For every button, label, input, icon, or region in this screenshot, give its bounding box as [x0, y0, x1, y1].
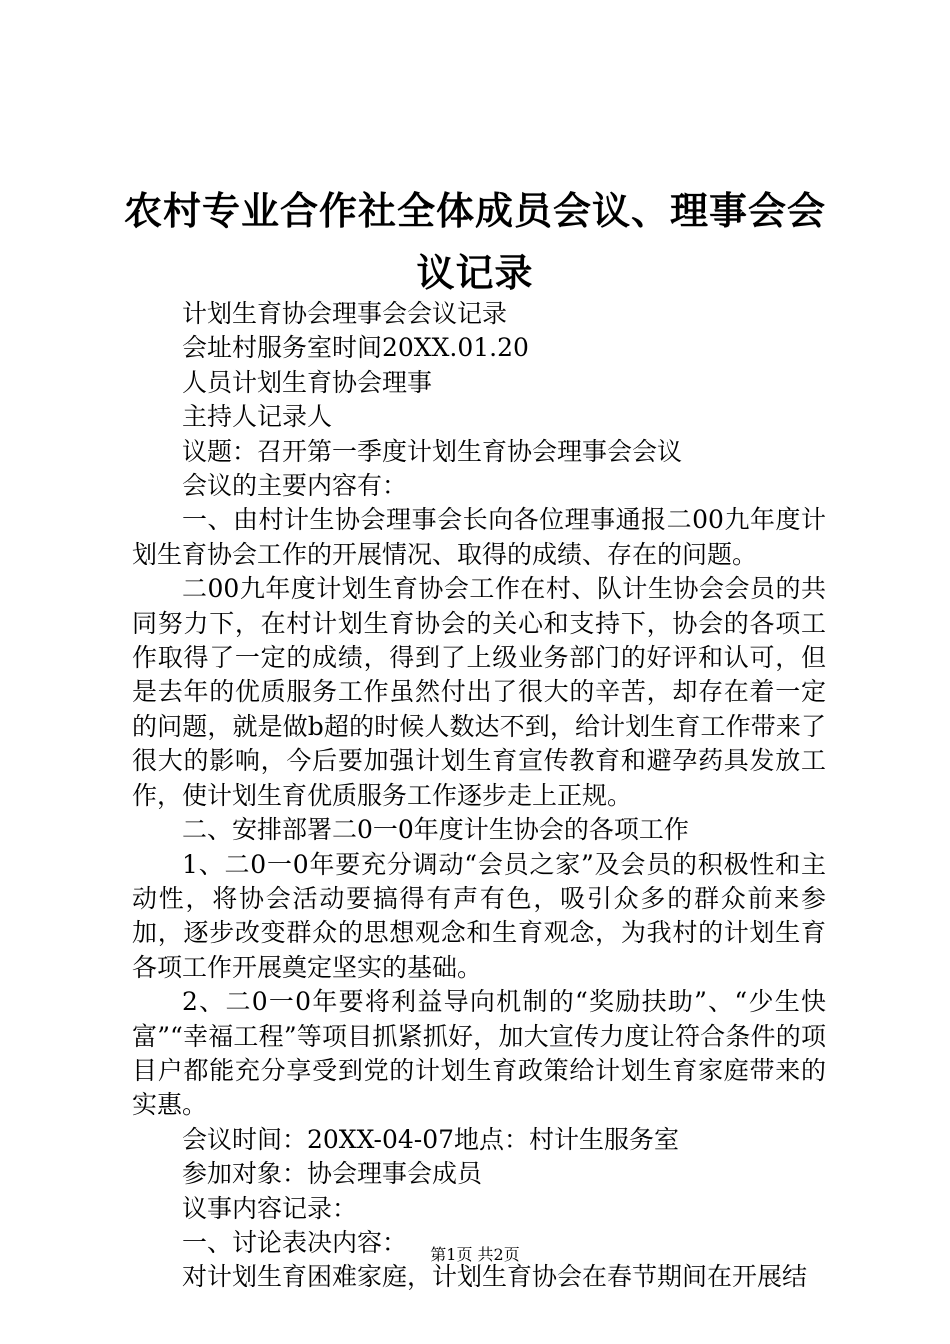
paragraph: 对计划生育困难家庭，计划生育协会在春节期间在开展结: [182, 1262, 808, 1292]
paragraph: 1、二0一0年要充分调动“会员之家”及会员的积极性和主动性，将协会活动要搞得有声有色，吸引众多的群众前来参加，逐步改变群众的思想观念和生育观念，为我村的计划生育各项工作开展奠定坚实的基础。: [132, 849, 826, 982]
paragraph: 一、由村计生协会理事会长向各位理事通报二00九年度计划生育协会工作的开展情况、取得的成绩、存在的问题。: [132, 505, 826, 569]
paragraph: 会址村服务室时间20XX.01.20: [182, 333, 529, 363]
paragraph: 人员计划生育协会理事: [182, 367, 433, 397]
paragraph: 一、讨论表决内容：: [182, 1227, 408, 1257]
page-number-footer: 第1页 共2页: [430, 1245, 520, 1264]
paragraph: 2、二0一0年要将利益导向机制的“奖励扶助”、“少生快富”“幸福工程”等项目抓紧抓好，加大宣传力度让符合条件的项目户都能充分享受到党的计划生育政策给计划生育家庭带来的实惠。: [132, 987, 826, 1120]
document-title: 农村专业合作社全体成员会议、理事会会议记录: [123, 189, 826, 295]
paragraph: 计划生育协会理事会会议记录: [182, 299, 508, 328]
paragraph: 议题：召开第一季度计划生育协会理事会会议: [182, 436, 683, 466]
paragraph: 参加对象：协会理事会成员: [182, 1159, 483, 1189]
paragraph: 会议时间：20XX-04-07地点：村计生服务室: [182, 1124, 680, 1154]
paragraph: 二00九年度计划生育协会工作在村、队计生协会会员的共同努力下，在村计划生育协会的关心和支持下，协会的各项工作取得了一定的成绩，得到了上级业务部门的好评和认可，但是去年的优质服务工作虽然付出了很大的辛苦，却存在着一定的问题，就是做b超的时候人数达不到，给计划生育工作带来了很大的影响，今后要加强计划生育宣传教育和避孕药具发放工作，使计划生育优质服务工作逐步走上正规。: [132, 574, 826, 810]
paragraph: 主持人记录人: [182, 402, 333, 432]
document-body: [132, 297, 826, 1295]
paragraph: 会议的主要内容有：: [182, 471, 408, 501]
paragraph: 二、安排部署二0一0年度计生协会的各项工作: [182, 815, 689, 845]
paragraph: 议事内容记录：: [182, 1193, 358, 1223]
